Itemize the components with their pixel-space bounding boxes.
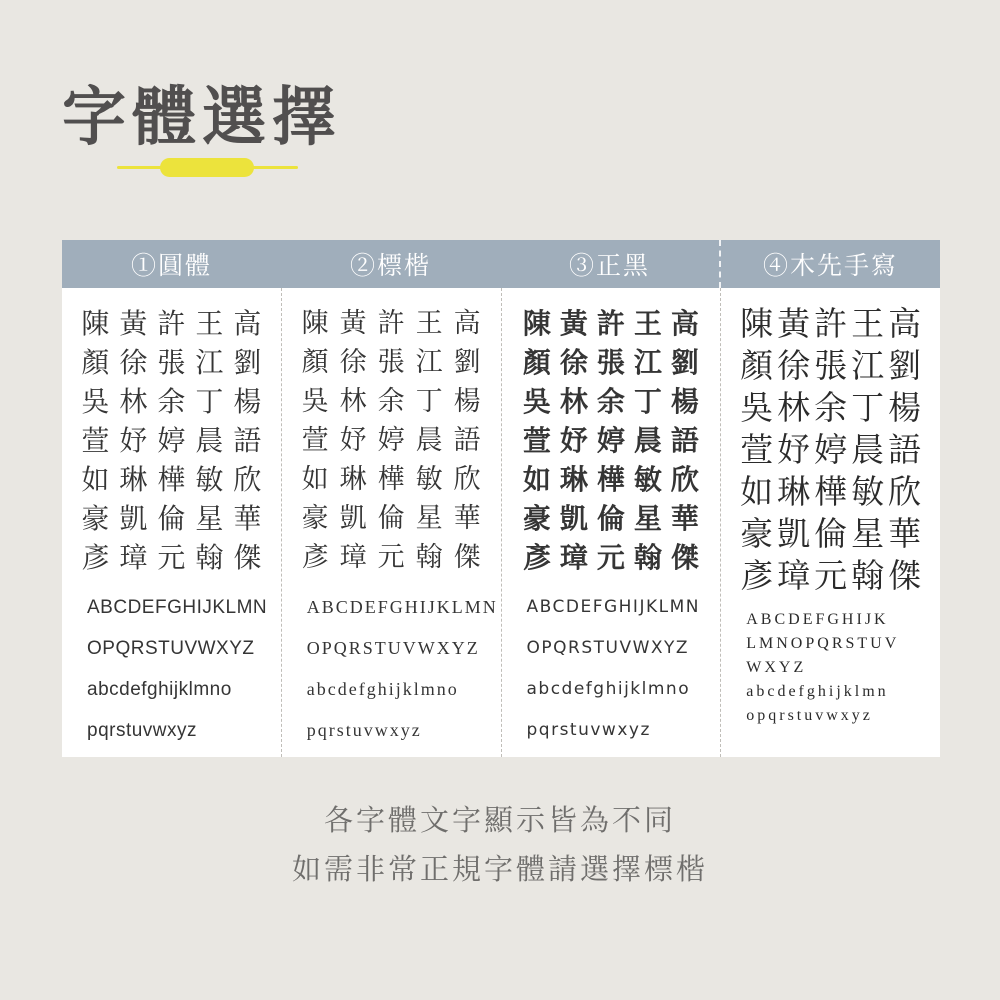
- cjk-sample-row: 吳林余丁楊: [81, 386, 272, 417]
- cjk-sample-row: 陳黃許王高: [81, 308, 272, 339]
- latin-sample-row: ABCDEFGHIJKLMN: [87, 597, 268, 618]
- cjk-sample-row: 如琳樺敏欣: [740, 475, 926, 511]
- latin-sample-row: opqrstuvwxyz: [746, 707, 873, 724]
- latin-sample-row: WXYZ: [746, 659, 807, 676]
- latin-sample-row: pqrstuvwxyz: [87, 720, 198, 741]
- font-sample-column-hei: [501, 288, 721, 757]
- latin-sample-row: abcdefghijklmno: [306, 679, 459, 699]
- cjk-sample-row: 如琳樺敏欣: [81, 464, 272, 495]
- latin-sample-block: [502, 587, 721, 751]
- cjk-sample-row: 顏徐張江劉: [522, 346, 708, 379]
- cjk-sample-row: 萱妤婷晨語: [81, 425, 272, 456]
- cjk-sample-row: 顏徐張江劉: [81, 347, 272, 378]
- cjk-sample-row: 豪凱倫星華: [81, 503, 272, 534]
- cjk-sample-row: 吳林余丁楊: [301, 386, 492, 416]
- cjk-sample-row: 吳林余丁楊: [740, 391, 926, 427]
- latin-sample-row: abcdefghijklmno: [526, 679, 691, 699]
- cjk-sample-row: 陳黃許王高: [522, 307, 708, 340]
- latin-sample-block: [62, 587, 281, 751]
- cjk-sample-row: 如琳樺敏欣: [301, 464, 492, 494]
- latin-sample-row: abcdefghijklmno: [87, 679, 232, 700]
- latin-sample-row: OPQRSTUVWXYZ: [306, 638, 480, 658]
- latin-sample-row: ABCDEFGHIJKLMN: [306, 597, 498, 617]
- table-body: [62, 288, 940, 757]
- latin-sample-row: OPQRSTUVWXYZ: [526, 638, 690, 658]
- title-underline-pill: [160, 158, 254, 177]
- footer-line-1: 各字體文字顯示皆為不同: [323, 803, 676, 837]
- font-option-header-round: ①圓體: [130, 252, 212, 280]
- footer-note: [0, 796, 1000, 894]
- page-title: 字體選擇: [62, 81, 342, 153]
- cjk-sample-row: 顏徐張江劉: [301, 347, 492, 377]
- font-sample-column-kai: [281, 288, 501, 757]
- cjk-sample-row: 萱妤婷晨語: [301, 425, 492, 455]
- font-option-header-kai: ②標楷: [349, 252, 431, 280]
- cjk-sample-row: 彥璋元翰傑: [740, 559, 926, 595]
- cjk-sample-row: 萱妤婷晨語: [740, 433, 926, 469]
- latin-sample-row: ABCDEFGHIJK: [746, 611, 889, 628]
- cjk-sample-row: 彥璋元翰傑: [522, 541, 708, 574]
- cjk-sample-row: 陳黃許王高: [301, 308, 492, 338]
- latin-sample-row: OPQRSTUVWXYZ: [87, 638, 255, 659]
- cjk-sample-row: 陳黃許王高: [740, 307, 926, 343]
- cjk-sample-row: 彥璋元翰傑: [301, 542, 492, 572]
- font-option-header-hei: ③正黑: [568, 252, 650, 280]
- latin-sample-row: pqrstuvwxyz: [306, 720, 422, 740]
- latin-sample-block: [721, 608, 940, 728]
- latin-sample-row: pqrstuvwxyz: [526, 720, 651, 740]
- font-sample-column-hand: [720, 288, 940, 757]
- font-sample-column-round: [62, 288, 281, 757]
- latin-sample-row: abcdefghijklmn: [746, 683, 889, 700]
- latin-sample-block: [282, 587, 501, 751]
- cjk-sample-row: 顏徐張江劉: [740, 349, 926, 385]
- footer-line-2: 如需非常正規字體請選擇標楷: [291, 852, 708, 886]
- cjk-sample-row: 豪凱倫星華: [522, 502, 708, 535]
- cjk-sample-row: 彥璋元翰傑: [81, 542, 272, 573]
- cjk-sample-row: 豪凱倫星華: [740, 517, 926, 553]
- cjk-sample-row: 豪凱倫星華: [301, 503, 492, 533]
- latin-sample-row: ABCDEFGHIJKLMN: [526, 597, 700, 617]
- table-header-row: [62, 240, 940, 288]
- font-option-header-hand: ④木先手寫: [719, 240, 940, 288]
- cjk-sample-row: 萱妤婷晨語: [522, 424, 708, 457]
- cjk-sample-row: 如琳樺敏欣: [522, 463, 708, 496]
- cjk-sample-row: 吳林余丁楊: [522, 385, 708, 418]
- font-comparison-table: [62, 240, 940, 757]
- latin-sample-row: LMNOPQRSTUV: [746, 635, 900, 652]
